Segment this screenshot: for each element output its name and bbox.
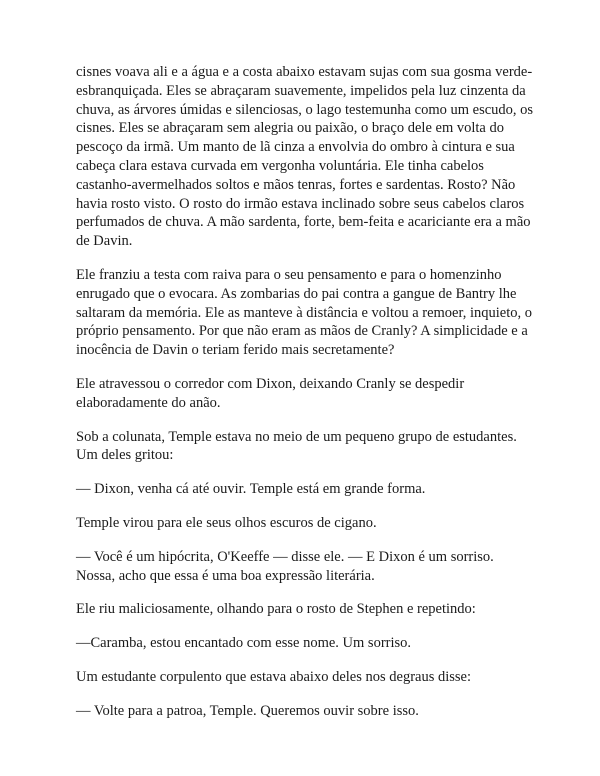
paragraph: Ele riu maliciosamente, olhando para o rosto de Stephen e repetindo: [76, 601, 476, 618]
paragraph: — Dixon, venha cá até ouvir. Temple está em grande forma. [76, 481, 426, 498]
paragraph: — Volte para a patroa, Temple. Queremos ouvir sobre isso. [76, 702, 419, 719]
paragraph: Ele atravessou o corredor com Dixon, deixando Cranly se despedir elaboradamente do anão. [76, 375, 465, 411]
document-page [76, 63, 534, 736]
paragraph: — Você é um hipócrita, O'Keeffe — disse ele. — E Dixon é um sorriso. Nossa, acho que essa é uma boa expressão literária. [76, 548, 494, 584]
paragraph: cisnes voava ali e a água e a costa abaixo estavam sujas com sua gosma verde-esbranquiçada. Eles se abraçaram suavemente, impelidos pela luz cinzenta da chuva, as árvores úmidas e silenciosas, o lago testemunha como um escudo, os cisnes. Eles se abraçaram sem alegria ou paixão, o braço dele em volta do pescoço da irmã. Um manto de lã cinza a envolvia do ombro à cintura e sua cabeça clara estava curvada em vergonha voluntária. Ele tinha cabelos castanho-avermelhados soltos e mãos tenras, fortes e sardentas. Rosto? Não havia rosto visto. O rosto do irmão estava inclinado sobre seus cabelos claros perfumados de chuva. A mão sardenta, forte, bem-feita e acariciante era a mão de Davin. [76, 64, 534, 250]
paragraph: Sob a colunata, Temple estava no meio de um pequeno grupo de estudantes. Um deles gritou: [76, 428, 517, 464]
paragraph: Ele franziu a testa com raiva para o seu pensamento e para o homenzinho enrugado que o evocara. As zombarias do pai contra a gangue de Bantry lhe saltaram da memória. Ele as manteve à distância e voltou a remoer, inquieto, o próprio pensamento. Por que não eram as mãos de Cranly? A simplicidade e a inocência de Davin o teriam ferido mais secretamente? [76, 266, 532, 359]
paragraph: —Caramba, estou encantado com esse nome. Um sorriso. [76, 635, 412, 652]
paragraph: Temple virou para ele seus olhos escuros de cigano. [76, 514, 377, 531]
paragraph: Um estudante corpulento que estava abaixo deles nos degraus disse: [76, 668, 472, 685]
